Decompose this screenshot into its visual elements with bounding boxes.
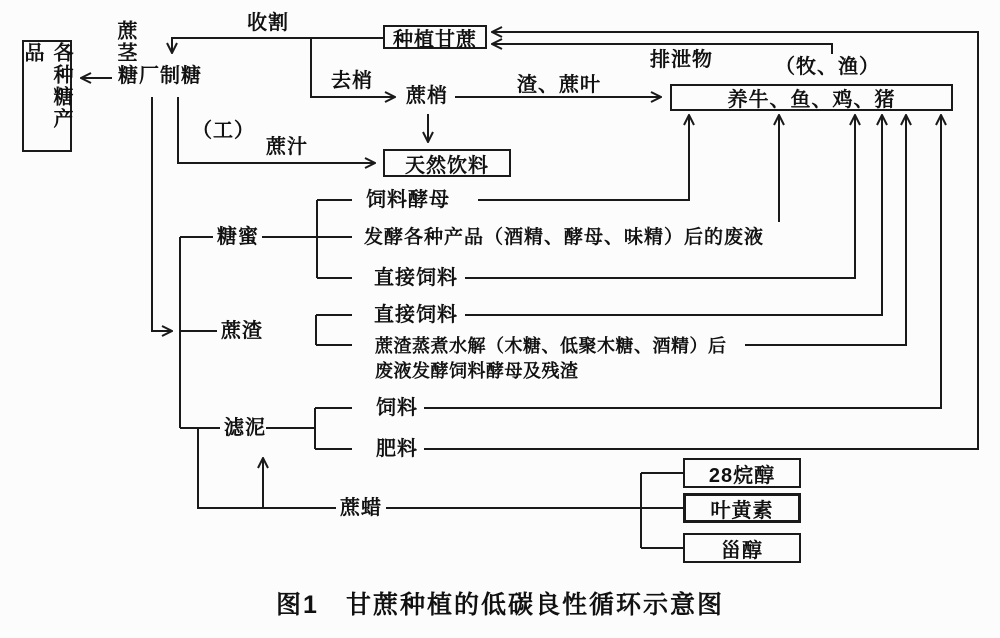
box-octacosanol: 28烷醇	[683, 458, 801, 488]
label-bagasse-hydrolysis: 蔗渣蒸煮水解（木糖、低聚木糖、酒精）后废液发酵饲料酵母及残渣	[375, 336, 727, 381]
label-cane-tip: 蔗梢	[406, 85, 448, 107]
label-feed-yeast: 饲料酵母	[366, 189, 450, 211]
label-industry: （工）	[192, 120, 255, 142]
label-feed: 饲料	[376, 397, 418, 419]
label-remove-tip: 去梢	[331, 70, 373, 92]
label-bagasse: 蔗渣	[221, 320, 263, 342]
arrow-factory-branch	[152, 97, 171, 331]
box-plant-sugarcane: 种植甘蔗	[383, 25, 487, 49]
box-sterol: 甾醇	[683, 533, 801, 563]
label-ferment-waste-liquid: 发酵各种产品（酒精、酵母、味精）后的废液	[364, 227, 765, 248]
label-cane-wax: 蔗蜡	[340, 497, 382, 519]
arrow-direct-feed-1	[465, 116, 855, 278]
label-fertilizer: 肥料	[376, 438, 418, 460]
label-filter-mud: 滤泥	[224, 417, 266, 439]
label-excrement: 排泄物	[650, 49, 713, 71]
label-direct-feed-2: 直接饲料	[374, 304, 458, 326]
box-lutein: 叶黄素	[683, 493, 801, 523]
box-animals: 养牛、鱼、鸡、猪	[670, 84, 953, 111]
label-cane-juice: 蔗汁	[266, 136, 308, 158]
label-molasses: 糖蜜	[217, 226, 259, 248]
label-direct-feed-1: 直接饲料	[374, 267, 458, 289]
label-harvest: 收割	[247, 12, 289, 34]
box-sugar-products: 各种糖产品	[22, 40, 72, 152]
arrow-direct-feed-2	[465, 116, 882, 315]
arrow-harvest	[172, 38, 383, 52]
label-residue-cane-leaves: 渣、蔗叶	[517, 74, 601, 96]
label-husbandry-fishery: （牧、渔）	[775, 56, 880, 78]
figure-caption: 图1 甘蔗种植的低碳良性循环示意图	[276, 591, 724, 619]
label-cane-stem: 蔗茎	[114, 20, 136, 64]
label-sugar-factory: 糖厂制糖	[118, 65, 202, 87]
box-natural-drink: 天然饮料	[383, 149, 511, 177]
